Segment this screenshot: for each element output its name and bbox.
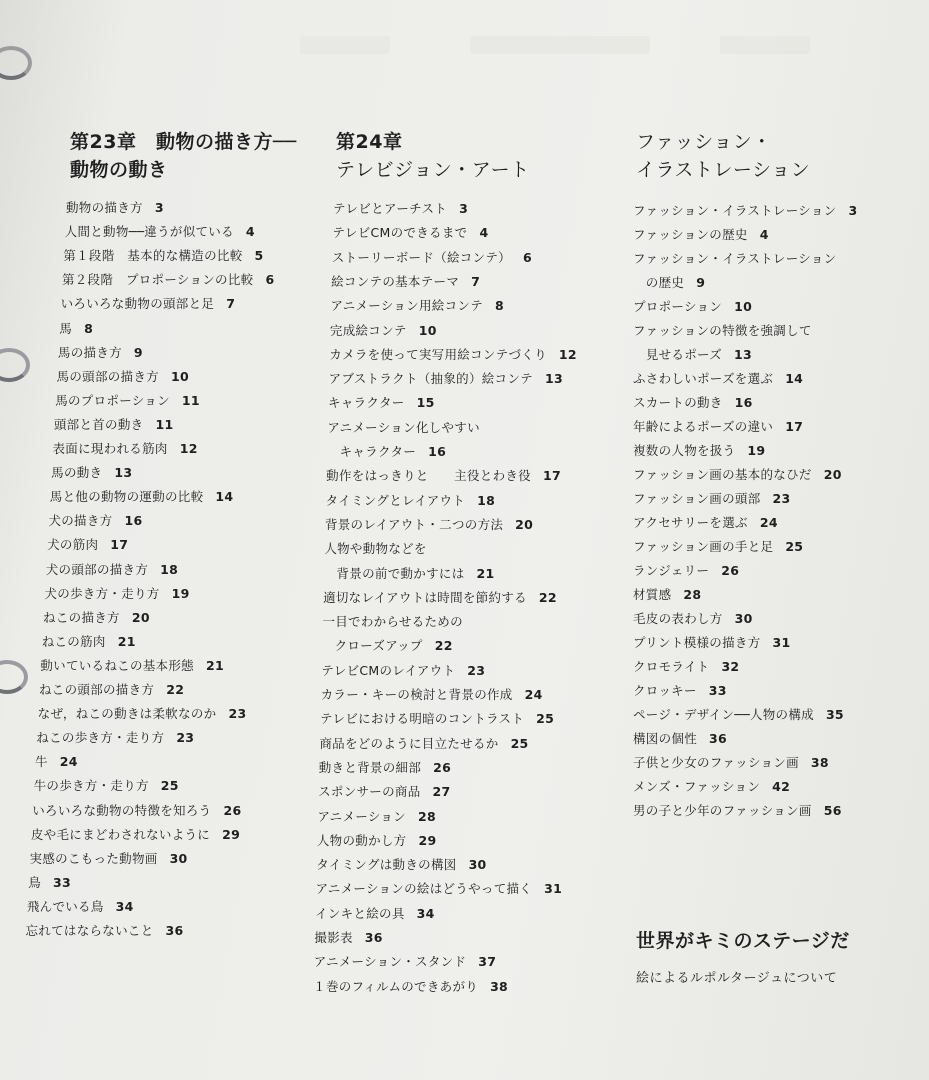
- chapter-heading-line2: イラストレーション: [636, 159, 811, 181]
- toc-entry-title: 馬の頭部の描き方: [56, 368, 159, 384]
- toc-entry-title: テレビとアーチスト: [333, 201, 448, 216]
- toc-entry: [332, 248, 532, 266]
- toc-entry-title: インキと絵の具: [315, 905, 405, 921]
- toc-entry-page: 24: [524, 687, 543, 702]
- toc-entry: [40, 656, 224, 674]
- toc-entry-page: 26: [721, 563, 740, 578]
- toc-entry-title: １巻のフィルムのできあがり: [313, 978, 479, 994]
- toc-entry-page: 37: [478, 954, 497, 970]
- toc-entry: [633, 393, 753, 411]
- toc-entry: [633, 369, 803, 387]
- toc-entry: [42, 632, 136, 650]
- toc-entry: [326, 491, 496, 509]
- toc-entry: [43, 608, 150, 626]
- toc-entry-title: 第１段階 基本的な構造の比較: [63, 248, 243, 264]
- toc-entry-title: クロモライト: [633, 659, 710, 674]
- toc-entry: [329, 369, 563, 387]
- toc-entry-title: 犬の描き方: [48, 513, 113, 529]
- toc-entry: [34, 776, 179, 794]
- toc-entry: [314, 928, 382, 946]
- toc-entry-page: 30: [169, 850, 188, 866]
- toc-entry-title: なぜ，ねこの動きは柔軟なのか: [37, 706, 217, 722]
- toc-entry-title: メンズ・ファッション: [633, 779, 761, 794]
- chapter-heading-line1: ファッション・: [636, 131, 772, 153]
- toc-entry: [325, 515, 533, 533]
- bleed-through-mark: [300, 36, 390, 54]
- toc-entry: [324, 564, 495, 582]
- toc-entry: [53, 439, 198, 457]
- toc-entry-page: 22: [538, 589, 557, 605]
- toc-entry-title: 複数の人物を扱う: [633, 443, 736, 458]
- toc-entry-title: 商品をどのように目立たせるか: [319, 735, 499, 751]
- toc-entry-page: 11: [181, 392, 200, 408]
- toc-entry-title: ねこの描き方: [43, 609, 120, 625]
- toc-entry-title: アニメーションの絵はどうやって描く: [315, 881, 533, 897]
- toc-entry-page: 30: [468, 857, 487, 873]
- toc-entry-page: 8: [495, 298, 504, 314]
- binder-ring: [0, 660, 28, 694]
- toc-entry-page: 6: [265, 272, 275, 288]
- toc-entry-page: 22: [434, 638, 453, 654]
- toc-entry: [31, 825, 240, 843]
- toc-entry: [633, 561, 739, 579]
- toc-entry: [633, 249, 836, 267]
- toc-entry: [58, 343, 143, 361]
- toc-entry-page: 12: [558, 346, 577, 362]
- toc-entry-page: 25: [536, 711, 555, 727]
- toc-entry: [331, 296, 504, 314]
- toc-entry-page: 25: [160, 778, 179, 794]
- toc-entry-page: 9: [133, 344, 143, 360]
- toc-entry-page: 56: [823, 803, 842, 818]
- toc-entry-title: アニメーション: [317, 808, 406, 824]
- toc-entry: [317, 831, 437, 849]
- binder-ring: [0, 46, 32, 80]
- toc-entry-title: 第２段階 プロポーションの比較: [61, 272, 254, 288]
- toc-entry-page: 26: [223, 802, 242, 818]
- toc-entry-page: 11: [155, 416, 174, 432]
- toc-column-chapter-23: [70, 128, 297, 184]
- toc-entry: [323, 588, 557, 606]
- toc-entry-page: 16: [428, 444, 447, 459]
- chapter-heading-line1: 第23章 動物の描き方──: [70, 131, 297, 153]
- toc-entry: [633, 801, 842, 819]
- toc-entry-page: 22: [166, 682, 185, 697]
- toc-entry-title: カメラを使って実写用絵コンテづくり: [329, 346, 547, 362]
- toc-entry-title: 完成絵コンテ: [329, 322, 407, 338]
- toc-entry-title: 人間と動物──違うが似ている: [64, 224, 234, 240]
- bleed-through-mark: [720, 36, 810, 54]
- toc-entry-title: アニメーション・スタンド: [313, 954, 467, 970]
- toc-entry: [633, 273, 705, 291]
- toc-entry: [633, 321, 812, 339]
- toc-entry: [633, 345, 752, 363]
- toc-entry-title: 皮や毛にまどわされないように: [30, 826, 211, 842]
- toc-entry-title: キャラクター: [326, 444, 417, 459]
- toc-entry-title: タイミングとレイアウト: [325, 492, 466, 508]
- toc-entry-page: 33: [53, 874, 71, 890]
- toc-entry-title: ねこの筋肉: [41, 633, 106, 649]
- binder-ring: [0, 348, 30, 382]
- toc-entry-title: キャラクター: [328, 395, 405, 411]
- toc-entry-title: 適切なレイアウトは時間を節約する: [323, 589, 527, 605]
- toc-entry: [318, 782, 450, 800]
- toc-entry: [330, 321, 437, 339]
- toc-entry-title: プロポーション: [633, 299, 723, 314]
- toc-entry: [633, 753, 829, 771]
- toc-entry-title: アブストラクト（抽象的）絵コンテ: [328, 371, 533, 387]
- toc-entry-title: ファッション画の基本的なひだ: [633, 467, 812, 482]
- toc-entry: [316, 855, 486, 873]
- toc-entry-page: 6: [522, 249, 532, 265]
- toc-entry-page: 32: [721, 659, 740, 674]
- toc-entry-title: 馬と他の動物の運動の比較: [49, 489, 204, 505]
- toc-entry: [322, 612, 462, 630]
- toc-entry-title: ファッション・イラストレーション: [633, 251, 837, 266]
- toc-entry-page: 16: [124, 513, 143, 529]
- toc-entry: [633, 681, 727, 699]
- toc-entry-page: 3: [154, 200, 164, 215]
- toc-entry-page: 10: [734, 299, 753, 314]
- toc-entry-title: 見せるポーズ: [633, 347, 722, 362]
- toc-entry-title: カラー・キーの検討と背景の作成: [320, 687, 513, 702]
- toc-entry-title: 動物の描き方: [66, 200, 143, 215]
- toc-entry: [633, 441, 765, 459]
- toc-entry-page: 4: [245, 224, 255, 240]
- toc-entry: [633, 297, 752, 315]
- toc-entry-page: 20: [515, 516, 534, 532]
- toc-entry-title: 動きと背景の細部: [318, 759, 422, 775]
- toc-entry-title: の歴史: [633, 275, 685, 290]
- toc-entry-title: 実感のこもった動物画: [29, 850, 158, 866]
- toc-entry: [44, 584, 189, 602]
- toc-entry-page: 4: [479, 225, 489, 241]
- toc-entry-page: 38: [490, 978, 509, 994]
- toc-entry-page: 30: [734, 611, 753, 626]
- toc-entry-title: いろいろな動物の特徴を知ろう: [32, 802, 212, 818]
- toc-entry-title: テレビCMのできるまで: [332, 225, 468, 241]
- toc-entry-page: 23: [228, 706, 247, 722]
- toc-entry: [27, 897, 134, 915]
- toc-entry-title: 材質感: [633, 587, 672, 602]
- toc-entry-page: 38: [810, 755, 829, 770]
- toc-entry-title: 犬の頭部の描き方: [45, 561, 149, 577]
- toc-entry: [633, 417, 803, 435]
- toc-entry-page: 34: [416, 905, 435, 921]
- toc-entry-page: 3: [848, 203, 858, 218]
- toc-entry-page: 29: [222, 826, 241, 842]
- toc-entry-title: タイミングは動きの構図: [316, 857, 457, 873]
- toc-entry-title: ファッション画の頭部: [633, 491, 761, 506]
- toc-entry-page: 31: [772, 635, 791, 650]
- toc-entry-title: 毛皮の表わし方: [633, 611, 723, 626]
- toc-entry-title: 子供と少女のファッション画: [633, 755, 799, 770]
- toc-entry-page: 17: [542, 468, 561, 484]
- toc-entry: [319, 734, 528, 752]
- toc-entry-page: 26: [433, 759, 452, 775]
- extra-section-subtitle: 絵によるルポルタージュについて: [636, 971, 838, 986]
- toc-entry-title: アクセサリーを選ぶ: [633, 515, 748, 530]
- toc-entry-page: 14: [785, 371, 804, 386]
- toc-entry: [39, 680, 184, 698]
- toc-entry-title: ランジェリー: [633, 563, 710, 578]
- toc-entry-title: 飛んでいる鳥: [26, 898, 104, 914]
- toc-entry: [633, 585, 701, 603]
- toc-entry-page: 10: [418, 322, 437, 338]
- toc-entry-page: 5: [254, 248, 264, 264]
- toc-entry-page: 15: [416, 395, 435, 411]
- toc-entry: [316, 879, 562, 897]
- toc-entry-title: 撮影表: [314, 930, 353, 945]
- toc-entry-page: 34: [115, 898, 134, 914]
- toc-entry: [327, 418, 479, 436]
- toc-entry-title: 表面に現われる筋肉: [52, 441, 168, 456]
- toc-entry: [62, 270, 275, 288]
- toc-entry-page: 27: [432, 784, 451, 800]
- toc-entry-title: 馬のプロポーション: [55, 392, 170, 408]
- toc-entry-page: 13: [114, 465, 133, 481]
- toc-entry: [633, 705, 844, 723]
- toc-entry-title: テレビにおける明暗のコントラスト: [319, 711, 525, 727]
- toc-entry: [321, 685, 543, 703]
- toc-entry: [51, 463, 132, 481]
- toc-entry-title: 背景の前で動かすには: [323, 565, 465, 581]
- toc-entry-page: 3: [459, 201, 469, 216]
- toc-entry-page: 24: [759, 515, 778, 530]
- toc-entry: [633, 201, 857, 219]
- toc-entry-page: 28: [417, 808, 436, 824]
- chapter-heading-line2: テレビジョン・アート: [336, 159, 530, 181]
- toc-entry-page: 25: [785, 539, 804, 554]
- toc-entry: [47, 535, 128, 553]
- toc-entry: [327, 442, 446, 460]
- toc-entry-title: 動作をはっきりと 主役とわき役: [326, 468, 531, 484]
- toc-entry: [35, 752, 78, 770]
- toc-entry-title: アニメーション化しやすい: [327, 419, 480, 435]
- toc-entry-page: 7: [226, 296, 236, 312]
- toc-entry: [28, 873, 71, 891]
- toc-entry: [633, 609, 753, 627]
- toc-entry-title: 馬の動き: [51, 465, 103, 481]
- toc-entry-page: 20: [131, 609, 150, 625]
- toc-entry-title: 年齢によるポーズの違い: [633, 419, 774, 434]
- toc-entry-title: 牛の歩き方・走り方: [33, 778, 149, 794]
- toc-entry: [54, 415, 174, 433]
- toc-entry-page: 36: [165, 923, 184, 938]
- toc-entry-title: 鳥: [28, 874, 41, 890]
- toc-entry-page: 7: [471, 273, 481, 289]
- toc-entry: [66, 198, 164, 216]
- toc-entry: [324, 539, 426, 557]
- toc-entry-title: クローズアップ: [321, 638, 423, 654]
- toc-entry-title: 一目でわからせるための: [322, 614, 463, 630]
- toc-entry: [36, 728, 194, 746]
- toc-entry: [65, 222, 255, 240]
- toc-entry-page: 17: [110, 537, 129, 553]
- toc-entry-title: 男の子と少年のファッション画: [633, 803, 812, 818]
- toc-entry: [32, 801, 241, 819]
- toc-entry: [320, 709, 554, 727]
- toc-entry-page: 36: [709, 731, 728, 746]
- toc-entry: [318, 807, 436, 825]
- toc-entry-title: プリント模様の描き方: [633, 635, 761, 650]
- toc-entry-page: 20: [823, 467, 842, 482]
- toc-entry-title: スカートの動き: [633, 395, 723, 410]
- toc-entry-title: スポンサーの商品: [318, 784, 421, 800]
- toc-entry: [322, 636, 453, 654]
- toc-entry-page: 28: [683, 587, 702, 602]
- toc-entry-page: 31: [544, 881, 563, 897]
- toc-entry-page: 23: [772, 491, 791, 506]
- toc-entry-title: ふさわしいポーズを選ぶ: [633, 371, 774, 386]
- toc-entry-title: アニメーション用絵コンテ: [330, 298, 483, 314]
- toc-entry-page: 23: [176, 730, 195, 746]
- toc-entry: [333, 199, 468, 217]
- toc-entry-page: 23: [467, 662, 486, 678]
- toc-entry: [38, 704, 247, 722]
- toc-entry-title: ねこの頭部の描き方: [39, 682, 155, 697]
- toc-entry: [633, 633, 791, 651]
- toc-entry: [26, 921, 184, 939]
- toc-entry-title: ストーリーボード（絵コンテ）: [331, 249, 511, 265]
- toc-entry: [57, 367, 189, 385]
- chapter-heading-line1: 第24章: [336, 131, 403, 153]
- toc-entry-title: 牛: [34, 754, 48, 770]
- toc-entry-title: 忘れてはならないこと: [25, 923, 154, 938]
- toc-entry-title: 絵コンテの基本テーマ: [331, 273, 460, 289]
- toc-entry-title: 馬: [59, 320, 73, 336]
- toc-entry-page: 12: [179, 441, 198, 456]
- toc-entry: [63, 246, 263, 264]
- toc-entry: [313, 977, 508, 995]
- toc-entry-page: 42: [772, 779, 791, 794]
- toc-column-chapter-24: [336, 128, 530, 184]
- toc-entry-page: 25: [510, 735, 529, 751]
- toc-entry-title: クロッキー: [633, 683, 697, 698]
- bleed-through-mark: [470, 36, 560, 54]
- toc-entry-title: 構図の個性: [633, 731, 698, 746]
- toc-entry-title: 馬の描き方: [57, 344, 122, 360]
- toc-entry: [633, 777, 790, 795]
- toc-entry: [326, 466, 561, 484]
- toc-entry-page: 13: [733, 347, 752, 362]
- extra-section: [636, 926, 850, 986]
- toc-entry-title: 犬の筋肉: [47, 537, 99, 553]
- toc-entry: [315, 904, 435, 922]
- toc-entry-page: 9: [696, 275, 706, 290]
- toc-entry: [633, 225, 769, 243]
- toc-entry: [59, 319, 93, 337]
- toc-entry: [46, 560, 178, 578]
- toc-entry-page: 21: [476, 565, 495, 581]
- toc-entry-title: 人物の動かし方: [316, 832, 407, 848]
- toc-entry: [328, 393, 435, 411]
- toc-entry: [633, 657, 739, 675]
- toc-entry-page: 14: [215, 489, 234, 505]
- toc-entry: [321, 661, 485, 679]
- toc-entry-page: 19: [747, 443, 766, 458]
- toc-entry: [633, 465, 842, 483]
- toc-entry-page: 8: [84, 320, 94, 336]
- toc-entry-title: ファッションの特徴を強調して: [633, 323, 812, 338]
- toc-entry-title: テレビCMのレイアウト: [321, 662, 456, 678]
- toc-entry-page: 13: [544, 371, 563, 387]
- toc-entry-page: 4: [759, 227, 769, 242]
- toc-entry: [633, 537, 803, 555]
- toc-entry: [331, 272, 480, 290]
- toc-entry: [329, 345, 577, 363]
- toc-entry: [50, 487, 234, 505]
- toc-entry-title: いろいろな動物の頭部と足: [60, 296, 215, 312]
- toc-entry-title: ねこの歩き方・走り方: [36, 730, 165, 746]
- toc-entry: [48, 511, 142, 529]
- toc-entry: [633, 489, 791, 507]
- bleed-through-mark: [560, 36, 650, 54]
- toc-entry: [633, 513, 778, 531]
- extra-section-title: 世界がキミのステージだ: [636, 930, 850, 952]
- toc-column-fashion: [636, 128, 810, 184]
- toc-entry-page: 18: [160, 561, 179, 577]
- toc-entry-title: 背景のレイアウト・二つの方法: [324, 516, 504, 532]
- toc-entry-title: 人物や動物などを: [324, 541, 427, 557]
- toc-entry-page: 29: [418, 832, 437, 848]
- toc-entry-title: ページ・デザイン──人物の構成: [633, 707, 814, 722]
- toc-entry-title: ファッションの歴史: [633, 227, 748, 242]
- toc-entry: [319, 758, 451, 776]
- toc-entry: [314, 952, 496, 970]
- toc-entry-title: 動いているねこの基本形態: [40, 657, 194, 673]
- toc-entry-page: 24: [59, 754, 78, 770]
- toc-entry-page: 33: [708, 683, 727, 698]
- toc-entry-page: 18: [477, 492, 496, 508]
- toc-entry: [55, 391, 200, 409]
- toc-entry-page: 36: [364, 930, 383, 945]
- toc-entry-title: 頭部と首の動き: [53, 416, 144, 432]
- toc-entry-page: 21: [205, 657, 224, 673]
- toc-entry-page: 16: [734, 395, 753, 410]
- toc-entry: [30, 849, 188, 867]
- toc-entry: [332, 223, 488, 241]
- toc-entry-title: ファッション画の手と足: [633, 539, 774, 554]
- toc-entry: [61, 294, 236, 312]
- toc-entry: [633, 729, 727, 747]
- toc-entry-page: 10: [170, 368, 189, 384]
- toc-entry-title: ファッション・イラストレーション: [633, 203, 837, 218]
- chapter-heading-line2: 動物の動き: [70, 159, 168, 181]
- toc-entry-page: 19: [171, 585, 190, 601]
- toc-entry-title: 犬の歩き方・走り方: [44, 585, 160, 601]
- toc-entry-page: 21: [117, 633, 136, 649]
- toc-entry-page: 17: [785, 419, 804, 434]
- toc-entry-page: 35: [825, 707, 844, 722]
